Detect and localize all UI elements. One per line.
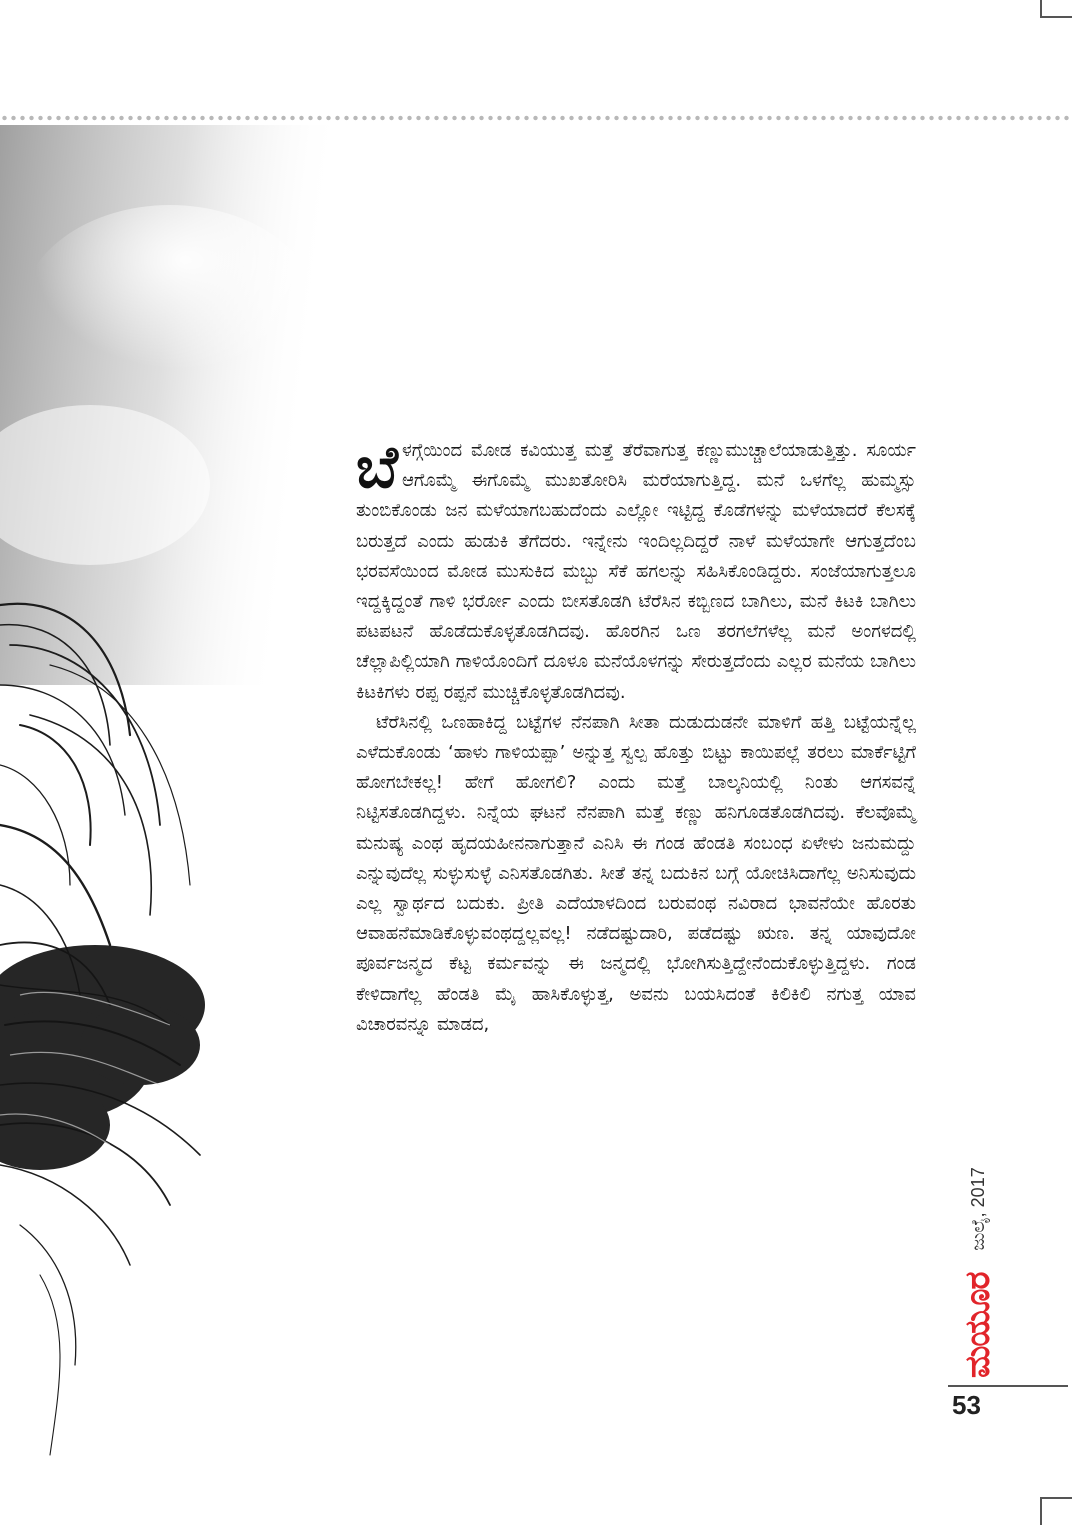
article-paragraph-1 bbox=[356, 433, 916, 708]
drop-cap: ಬೆ bbox=[356, 433, 398, 501]
article-paragraph-2: ಟೆರೆಸಿನಲ್ಲಿ ಒಣಹಾಕಿದ್ದ ಬಟ್ಟೆಗಳ ನೆನಪಾಗಿ ಸೀತಾ ದುಡುದುಡನೇ ಮಾಳಿಗೆ ಹತ್ತಿ ಬಟ್ಟೆಯನ್ನೆಲ್ಲ ಎಳೆದುಕೊಂಡು ‘ಹಾಳು ಗಾಳಿಯಪ್ಪಾ’ ಅನ್ನುತ್ತ ಸ್ವಲ್ಪ ಹೊತ್ತು ಬಿಟ್ಟು ಕಾಯಿಪಲ್ಲೆ ತರಲು ಮಾರ್ಕೆಟ್ಟಿಗೆ ಹೋಗಬೇಕಲ್ಲ! ಹೇಗೆ ಹೋಗಲಿ? ಎಂದು ಮತ್ತೆ ಬಾಲ್ಕನಿಯಲ್ಲಿ ನಿಂತು ಆಗಸವನ್ನೆ ನಿಟ್ಟಿಸತೊಡಗಿದ್ದಳು. ನಿನ್ನೆಯ ಘಟನೆ ನೆನಪಾಗಿ ಮತ್ತೆ ಕಣ್ಣು ಹನಿಗೂಡತೊಡಗಿದವು. ಕೆಲವೊಮ್ಮೆ ಮನುಷ್ಯ ಎಂಥ ಹೃದಯಹೀನನಾಗುತ್ತಾನೆ ಎನಿಸಿ ಈ ಗಂಡ ಹೆಂಡತಿ ಸಂಬಂಧ ಏಳೇಳು ಜನುಮದ್ದು ಎನ್ನುವುದೆಲ್ಲ ಸುಳ್ಳುಸುಳ್ಳೆ ಎನಿಸತೊಡಗಿತು. ಸೀತೆ ತನ್ನ ಬದುಕಿನ ಬಗ್ಗೆ ಯೋಚಿಸಿದಾಗೆಲ್ಲ ಅನಿಸುವುದು ಎಲ್ಲ ಸ್ವಾರ್ಥದ ಬದುಕು. ಪ್ರೀತಿ ಎದೆಯಾಳದಿಂದ ಬರುವಂಥ ನವಿರಾದ ಭಾವನೆಯೇ ಹೊರತು ಆವಾಹನೆಮಾಡಿಕೊಳ್ಳುವಂಥದ್ದಲ್ಲವಲ್ಲ! ನಡೆದಷ್ಟುದಾರಿ, ಪಡೆದಷ್ಟು ಋಣ. ತನ್ನ ಯಾವುದೋ ಪೂರ್ವಜನ್ಮದ ಕೆಟ್ಟ ಕರ್ಮವನ್ನು ಈ ಜನ್ಮದಲ್ಲಿ ಭೋಗಿಸುತ್ತಿದ್ದೇನೆಂದುಕೊಳ್ಳುತ್ತಿದ್ದಳು. ಗಂಡ ಕೇಳಿದಾಗೆಲ್ಲ ಹೆಂಡತಿ ಮೈ ಹಾಸಿಕೊಳ್ಳುತ್ತ, ಅವನು ಬಯಸಿದಂತೆ ಕಿಲಿಕಿಲಿ ನಗುತ್ತ ಯಾವ ವಿಚಾರವನ್ನೂ ಮಾಡದ, bbox=[356, 711, 916, 1035]
issue-date: ಜುಲೈ, 2017 bbox=[967, 1167, 988, 1251]
crop-mark-bottom-right-horizontal bbox=[1040, 1497, 1072, 1499]
paragraph-text: ಳಗ್ಗೆಯಿಂದ ಮೋಡ ಕವಿಯುತ್ತ ಮತ್ತೆ ತೆರೆವಾಗುತ್ತ ಕಣ್ಣುಮುಚ್ಚಾಲೆಯಾಡುತ್ತಿತ್ತು. ಸೂರ್ಯ ಆಗೊಮ್ಮೆ ಈಗೊಮ್ಮೆ ಮುಖತೋರಿಸಿ ಮರೆಯಾಗುತ್ತಿದ್ದ. ಮನೆ ಒಳಗೆಲ್ಲ ಹುಮ್ಮಸ್ಸು ತುಂಬಿಕೊಂಡು ಜನ ಮಳೆಯಾಗಬಹುದೆಂದು ಎಲ್ಲೋ ಇಟ್ಟಿದ್ದ ಕೊಡೆಗಳನ್ನು ಮಳೆಯಾದರೆ ಕೆಲಸಕ್ಕೆ ಬರುತ್ತದೆ ಎಂದು ಹುಡುಕಿ ತೆಗೆದರು. ಇನ್ನೇನು ಇಂದಿಲ್ಲದಿದ್ದರೆ ನಾಳೆ ಮಳೆಯಾಗೇ ಆಗುತ್ತದೆಂಬ ಭರವಸೆಯಿಂದ ಮೋಡ ಮುಸುಕಿದ ಮಬ್ಬು ಸೆಕೆ ಹಗಲನ್ನು ಸಹಿಸಿಕೊಂಡಿದ್ದರು. ಸಂಜೆಯಾಗುತ್ತಲೂ ಇದ್ದಕ್ಕಿದ್ದಂತೆ ಗಾಳಿ ಭರ್ರೋ ಎಂದು ಬೀಸತೊಡಗಿ ಟೆರೆಸಿನ ಕಬ್ಬಿಣದ ಬಾಗಿಲು, ಮನೆ ಕಿಟಕಿ ಬಾಗಿಲು ಪಟಪಟನೆ ಹೊಡೆದುಕೊಳ್ಳತೊಡಗಿದವು. ಹೊರಗಿನ ಒಣ ತರಗಲೆಗಳೆಲ್ಲ ಮನೆ ಅಂಗಳದಲ್ಲಿ ಚೆಲ್ಲಾಪಿಲ್ಲಿಯಾಗಿ ಗಾಳಿಯೊಂದಿಗೆ ದೂಳೂ ಮನೆಯೊಳಗನ್ನು ಸೇರುತ್ತದೆಂದು ಎಲ್ಲರ ಮನೆಯ ಬಾಗಿಲು ಕಿಟಕಿಗಳು ರಪ್ಪ ರಪ್ಪನೆ ಮುಚ್ಚಿಕೊಳ್ಳತೊಡಗಿದವು. bbox=[356, 440, 916, 703]
page-number: 53 bbox=[952, 1390, 981, 1420]
page-number-rule bbox=[948, 1385, 1068, 1387]
charcoal-illustration bbox=[0, 125, 330, 1505]
magazine-logo: ಮಯೂರ bbox=[958, 1272, 998, 1378]
article-body bbox=[356, 433, 916, 1040]
crop-mark-bottom-right-vertical bbox=[1040, 1497, 1042, 1525]
crop-mark-top-right-horizontal bbox=[1040, 16, 1072, 18]
issue-sidebar bbox=[958, 1167, 998, 1378]
dotted-divider bbox=[0, 115, 1072, 121]
